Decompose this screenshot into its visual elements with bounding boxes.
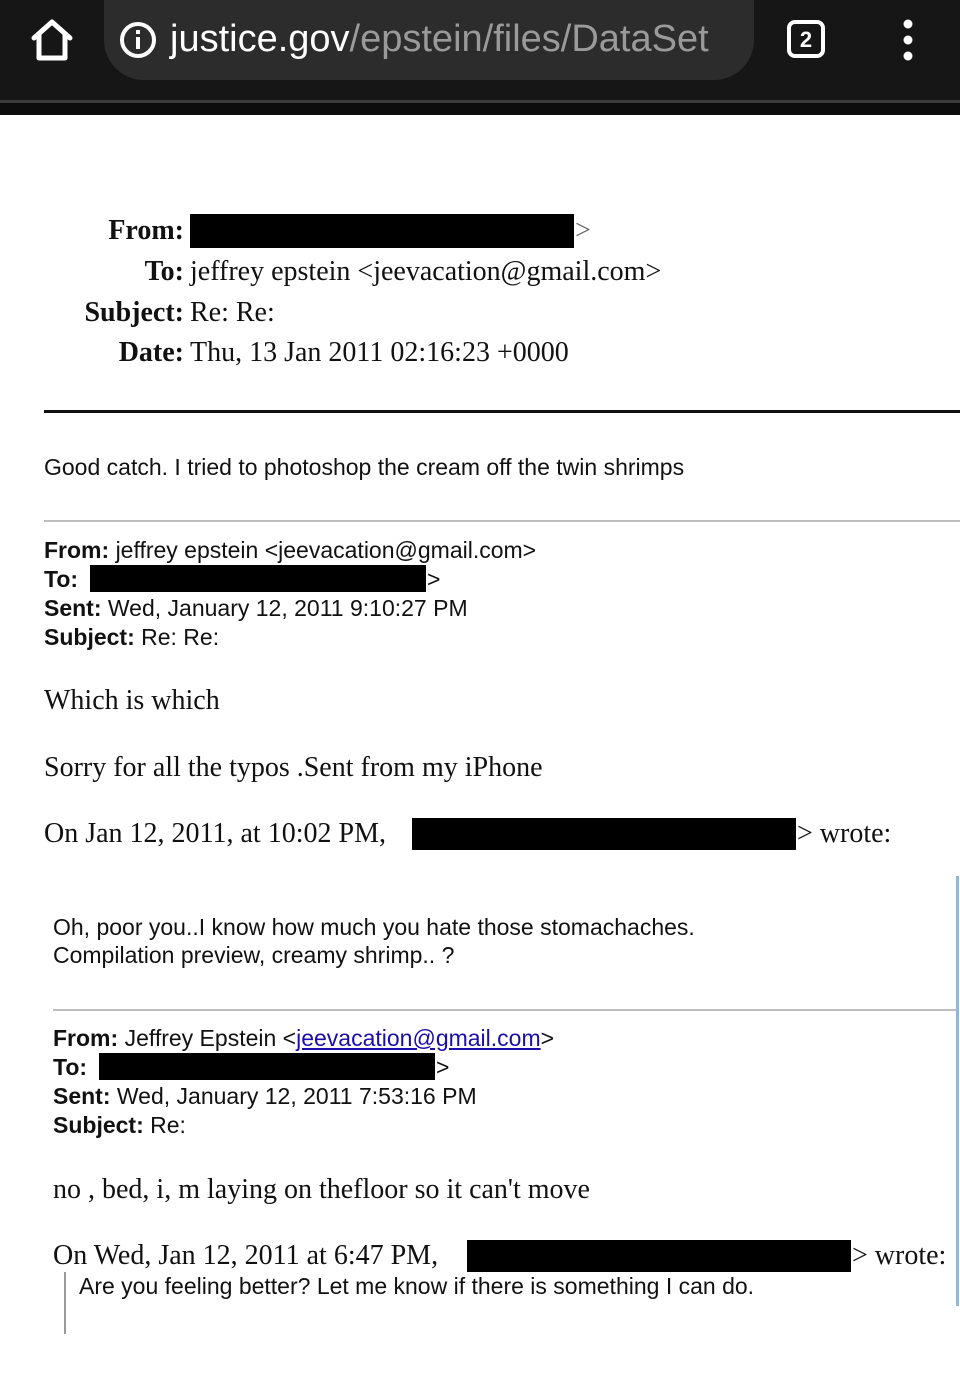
- quoted2-line1: Are you feeling better? Let me know if there is something I can do.: [79, 1273, 755, 1299]
- message2-sent-value: Wed, January 12, 2011 7:53:16 PM: [116, 1083, 477, 1109]
- message-divider: [44, 520, 960, 522]
- quoted1-line1: Oh, poor you..I know how much you hate those stomachaches.: [53, 914, 695, 940]
- message2-body-line1: no , bed, i, m laying on thefloor so it can't move: [53, 1174, 590, 1205]
- home-icon[interactable]: [24, 14, 80, 66]
- message2-from-close: >: [540, 1025, 555, 1051]
- message1-sent-label: Sent:: [44, 595, 102, 621]
- redaction-box: [467, 1240, 851, 1272]
- message2-from-label: From:: [53, 1025, 119, 1051]
- date-label: Date:: [118, 337, 184, 368]
- url-text[interactable]: [170, 14, 709, 64]
- redaction-box: [90, 565, 426, 592]
- message2-from-line: [53, 1024, 554, 1053]
- message2-subject-value: Re:: [150, 1112, 186, 1138]
- subject-value: Re: Re:: [190, 297, 275, 328]
- message2-from-email-link[interactable]: jeevacation@gmail.com: [296, 1025, 541, 1051]
- message1-to-label: To:: [44, 566, 79, 592]
- quoted1-line2: Compilation preview, creamy shrimp.. ?: [53, 942, 455, 968]
- url-path: /epstein/files/DataSet: [349, 18, 709, 60]
- address-bar[interactable]: [104, 0, 754, 80]
- from-row: [0, 211, 184, 251]
- reply-body: Good catch. I tried to photoshop the cream off the twin shrimps: [44, 454, 685, 480]
- browser-toolbar: [0, 0, 960, 100]
- header-divider: [44, 410, 960, 413]
- toolbar-shadow: [0, 103, 960, 115]
- message2-wrote-suffix: > wrote:: [852, 1240, 947, 1271]
- message2-sent-line: [53, 1082, 477, 1111]
- message-divider: [53, 1009, 956, 1011]
- message2-to-suffix: >: [436, 1054, 450, 1080]
- message1-body-line1: Which is which: [44, 685, 220, 716]
- redaction-box: [412, 818, 796, 850]
- message1-to-suffix: >: [427, 566, 441, 592]
- message1-wrote-suffix: > wrote:: [797, 818, 892, 849]
- url-host: justice.gov: [170, 18, 350, 60]
- tab-count: 2: [799, 27, 813, 52]
- redaction-box: [99, 1053, 435, 1080]
- to-label: To:: [144, 256, 184, 287]
- subject-row: [0, 293, 184, 333]
- message1-subject-label: Subject:: [44, 624, 135, 650]
- message2-wrote-prefix: On Wed, Jan 12, 2011 at 6:47 PM,: [53, 1240, 439, 1271]
- from-suffix: >: [575, 215, 591, 246]
- redaction-box: [190, 214, 574, 248]
- message1-wrote-prefix: On Jan 12, 2011, at 10:02 PM,: [44, 818, 386, 849]
- message2-sent-label: Sent:: [53, 1083, 111, 1109]
- quote-bar: [64, 1272, 66, 1334]
- date-value: Thu, 13 Jan 2011 02:16:23 +0000: [190, 337, 569, 368]
- date-row: [0, 333, 184, 373]
- message2-from-name: Jeffrey Epstein <: [124, 1025, 297, 1051]
- message1-subject-line: [44, 623, 219, 652]
- message1-sent-value: Wed, January 12, 2011 9:10:27 PM: [107, 595, 468, 621]
- message2-subject-line: [53, 1111, 186, 1140]
- message2-to-label: To:: [53, 1054, 88, 1080]
- message2-subject-label: Subject:: [53, 1112, 144, 1138]
- info-icon[interactable]: [118, 20, 158, 60]
- message1-from-line: [44, 536, 536, 565]
- message1-from-value: jeffrey epstein <jeevacation@gmail.com>: [115, 537, 537, 563]
- message1-body-line2: Sorry for all the typos .Sent from my iPhone: [44, 752, 543, 783]
- more-vert-icon[interactable]: [888, 18, 928, 62]
- tabs-count-icon[interactable]: [786, 19, 826, 59]
- message1-subject-value: Re: Re:: [141, 624, 220, 650]
- message1-to-line: [44, 565, 78, 594]
- quote-bar: [956, 876, 959, 1306]
- message1-sent-line: [44, 594, 468, 623]
- message1-from-label: From:: [44, 537, 110, 563]
- message2-to-line: [53, 1053, 87, 1082]
- to-value: jeffrey epstein <jeevacation@gmail.com>: [190, 256, 662, 287]
- subject-label: Subject:: [84, 297, 184, 328]
- to-row: [0, 252, 184, 292]
- from-label: From:: [108, 215, 184, 246]
